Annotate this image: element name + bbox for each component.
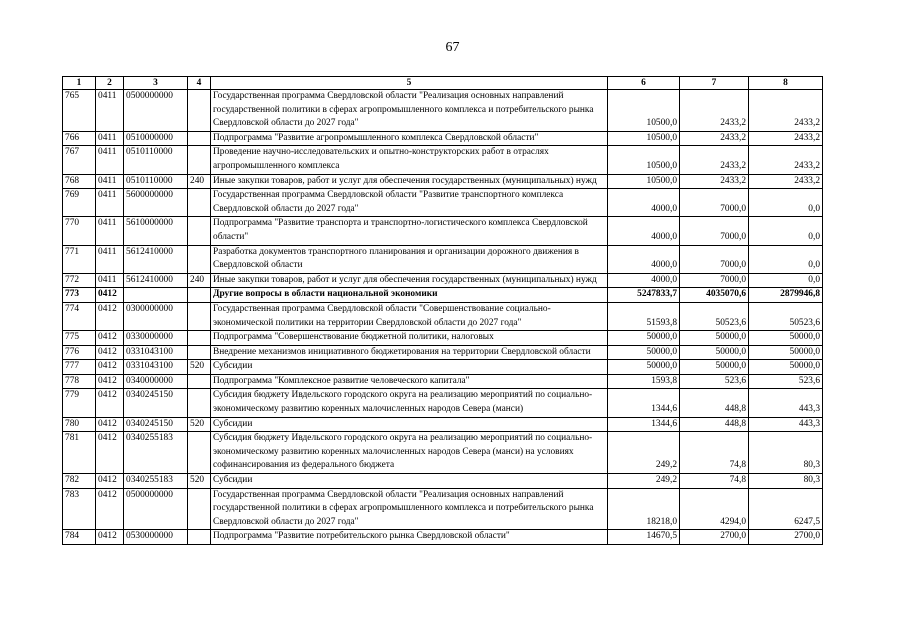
target-article-cell: 0340245150 xyxy=(124,389,188,417)
amount-col8-cell: 80,3 xyxy=(749,474,823,489)
name-cell: Субсидии xyxy=(211,417,608,432)
target-article-cell: 0510000000 xyxy=(124,131,188,146)
target-article-cell: 5600000000 xyxy=(124,189,188,217)
amount-col7-cell: 50000,0 xyxy=(680,360,749,375)
name-cell: Подпрограмма "Развитие транспорта и транспортно-логистического комплекса Свердловской области" xyxy=(211,217,608,245)
row-number-cell: 777 xyxy=(63,360,96,375)
header-cell: 7 xyxy=(680,77,749,90)
section-code-cell: 0412 xyxy=(96,474,124,489)
expense-type-cell xyxy=(188,432,211,474)
amount-col8-cell: 523,6 xyxy=(749,374,823,389)
amount-col8-cell: 2700,0 xyxy=(749,530,823,545)
row-number-cell: 784 xyxy=(63,530,96,545)
amount-col8-cell: 0,0 xyxy=(749,217,823,245)
expense-type-cell xyxy=(188,189,211,217)
amount-col8-cell: 0,0 xyxy=(749,189,823,217)
table-row xyxy=(63,273,823,288)
name-cell: Проведение научно-исследовательских и опытно-конструкторских работ в отраслях агропромышленного комплекса xyxy=(211,146,608,174)
target-article-cell: 0530000000 xyxy=(124,530,188,545)
target-article-cell: 0500000000 xyxy=(124,488,188,530)
target-article-cell: 0300000000 xyxy=(124,302,188,330)
name-cell: Государственная программа Свердловской области "Реализация основных направлений государственной политики в сферах агропромышленного комплекса и потребительского рынка Свердловской области до 2027 года" xyxy=(211,90,608,132)
name-cell: Государственная программа Свердловской области "Реализация основных направлений государственной политики в сферах агропромышленного комплекса и потребительского рынка Свердловской области до 2027 года" xyxy=(211,488,608,530)
row-number-cell: 783 xyxy=(63,488,96,530)
target-article-cell: 0500000000 xyxy=(124,90,188,132)
row-number-cell: 775 xyxy=(63,331,96,346)
header-cell: 5 xyxy=(211,77,608,90)
amount-col8-cell: 6247,5 xyxy=(749,488,823,530)
section-code-cell: 0411 xyxy=(96,189,124,217)
table-row xyxy=(63,146,823,174)
expense-type-cell: 240 xyxy=(188,273,211,288)
amount-col6-cell: 10500,0 xyxy=(608,174,680,189)
name-cell: Подпрограмма "Развитие потребительского рынка Свердловской области" xyxy=(211,530,608,545)
table-row xyxy=(63,530,823,545)
target-article-cell: 5612410000 xyxy=(124,273,188,288)
expense-type-cell xyxy=(188,389,211,417)
target-article-cell: 0340255183 xyxy=(124,432,188,474)
expense-type-cell xyxy=(188,217,211,245)
amount-col8-cell: 80,3 xyxy=(749,432,823,474)
section-code-cell: 0412 xyxy=(96,345,124,360)
amount-col8-cell: 0,0 xyxy=(749,245,823,273)
section-code-cell: 0411 xyxy=(96,90,124,132)
amount-col8-cell: 2433,2 xyxy=(749,131,823,146)
amount-col8-cell: 50000,0 xyxy=(749,345,823,360)
expense-type-cell xyxy=(188,302,211,330)
header-cell: 2 xyxy=(96,77,124,90)
target-article-cell: 5610000000 xyxy=(124,217,188,245)
table-row xyxy=(63,331,823,346)
table-row xyxy=(63,474,823,489)
amount-col8-cell: 50000,0 xyxy=(749,360,823,375)
row-number-cell: 780 xyxy=(63,417,96,432)
amount-col7-cell: 7000,0 xyxy=(680,245,749,273)
amount-col8-cell: 2879946,8 xyxy=(749,288,823,303)
row-number-cell: 778 xyxy=(63,374,96,389)
name-cell: Государственная программа Свердловской области "Развитие транспортного комплекса Свердловской области до 2027 года" xyxy=(211,189,608,217)
table-row xyxy=(63,345,823,360)
amount-col6-cell: 50000,0 xyxy=(608,345,680,360)
target-article-cell: 0340255183 xyxy=(124,474,188,489)
expense-type-cell xyxy=(188,374,211,389)
section-code-cell: 0412 xyxy=(96,389,124,417)
section-code-cell: 0412 xyxy=(96,360,124,375)
header-cell: 6 xyxy=(608,77,680,90)
name-cell: Субсидии xyxy=(211,474,608,489)
amount-col7-cell: 7000,0 xyxy=(680,217,749,245)
row-number-cell: 779 xyxy=(63,389,96,417)
amount-col6-cell: 1344,6 xyxy=(608,389,680,417)
section-code-cell: 0412 xyxy=(96,331,124,346)
amount-col8-cell: 2433,2 xyxy=(749,174,823,189)
amount-col7-cell: 2433,2 xyxy=(680,131,749,146)
amount-col6-cell: 50000,0 xyxy=(608,360,680,375)
amount-col6-cell: 10500,0 xyxy=(608,90,680,132)
section-code-cell: 0412 xyxy=(96,432,124,474)
amount-col6-cell: 10500,0 xyxy=(608,131,680,146)
amount-col8-cell: 0,0 xyxy=(749,273,823,288)
target-article-cell: 0340245150 xyxy=(124,417,188,432)
expense-type-cell xyxy=(188,288,211,303)
amount-col6-cell: 50000,0 xyxy=(608,331,680,346)
table-row xyxy=(63,189,823,217)
expense-type-cell: 520 xyxy=(188,417,211,432)
amount-col6-cell: 14670,5 xyxy=(608,530,680,545)
amount-col7-cell: 2433,2 xyxy=(680,146,749,174)
target-article-cell: 0340000000 xyxy=(124,374,188,389)
row-number-cell: 770 xyxy=(63,217,96,245)
name-cell: Иные закупки товаров, работ и услуг для обеспечения государственных (муниципальных) нужд xyxy=(211,174,608,189)
amount-col7-cell: 2433,2 xyxy=(680,90,749,132)
expense-type-cell: 520 xyxy=(188,474,211,489)
amount-col7-cell: 2433,2 xyxy=(680,174,749,189)
table-row xyxy=(63,288,823,303)
name-cell: Государственная программа Свердловской области "Совершенствование социально-экономической политики на территории Свердловской области до 2027 года" xyxy=(211,302,608,330)
amount-col8-cell: 2433,2 xyxy=(749,90,823,132)
target-article-cell xyxy=(124,288,188,303)
name-cell: Субсидия бюджету Ивдельского городского округа на реализацию мероприятий по социально-экономическому развитию коренных малочисленных народов Севера (манси) xyxy=(211,389,608,417)
amount-col7-cell: 4294,0 xyxy=(680,488,749,530)
section-code-cell: 0412 xyxy=(96,288,124,303)
amount-col7-cell: 50000,0 xyxy=(680,331,749,346)
expense-type-cell xyxy=(188,530,211,545)
table-row xyxy=(63,131,823,146)
amount-col7-cell: 4035070,6 xyxy=(680,288,749,303)
expense-type-cell xyxy=(188,90,211,132)
row-number-cell: 769 xyxy=(63,189,96,217)
amount-col6-cell: 1344,6 xyxy=(608,417,680,432)
amount-col6-cell: 4000,0 xyxy=(608,217,680,245)
row-number-cell: 772 xyxy=(63,273,96,288)
amount-col6-cell: 4000,0 xyxy=(608,189,680,217)
row-number-cell: 773 xyxy=(63,288,96,303)
amount-col6-cell: 51593,8 xyxy=(608,302,680,330)
expense-type-cell xyxy=(188,131,211,146)
amount-col6-cell: 1593,8 xyxy=(608,374,680,389)
amount-col7-cell: 74,8 xyxy=(680,432,749,474)
section-code-cell: 0412 xyxy=(96,488,124,530)
table-row xyxy=(63,245,823,273)
header-cell: 4 xyxy=(188,77,211,90)
section-code-cell: 0411 xyxy=(96,217,124,245)
amount-col7-cell: 74,8 xyxy=(680,474,749,489)
header-cell: 1 xyxy=(63,77,96,90)
name-cell: Субсидия бюджету Ивдельского городского округа на реализацию мероприятий по социально-экономическому развитию коренных малочисленных народов Севера (манси) на условиях софинансирования из федерального бюджета xyxy=(211,432,608,474)
table-row xyxy=(63,432,823,474)
amount-col7-cell: 50000,0 xyxy=(680,345,749,360)
expense-type-cell: 520 xyxy=(188,360,211,375)
row-number-cell: 782 xyxy=(63,474,96,489)
amount-col6-cell: 10500,0 xyxy=(608,146,680,174)
expense-type-cell xyxy=(188,488,211,530)
row-number-cell: 781 xyxy=(63,432,96,474)
expense-type-cell xyxy=(188,331,211,346)
target-article-cell: 0330000000 xyxy=(124,331,188,346)
section-code-cell: 0412 xyxy=(96,417,124,432)
name-cell: Иные закупки товаров, работ и услуг для обеспечения государственных (муниципальных) нужд xyxy=(211,273,608,288)
amount-col6-cell: 4000,0 xyxy=(608,273,680,288)
section-code-cell: 0411 xyxy=(96,245,124,273)
name-cell: Субсидии xyxy=(211,360,608,375)
section-code-cell: 0411 xyxy=(96,174,124,189)
row-number-cell: 774 xyxy=(63,302,96,330)
table-row xyxy=(63,217,823,245)
table-body xyxy=(63,90,823,545)
budget-table xyxy=(62,76,823,545)
amount-col7-cell: 7000,0 xyxy=(680,273,749,288)
name-cell: Разработка документов транспортного планирования и организации дорожного движения в Свердловской области xyxy=(211,245,608,273)
amount-col8-cell: 50000,0 xyxy=(749,331,823,346)
target-article-cell: 0331043100 xyxy=(124,360,188,375)
amount-col6-cell: 249,2 xyxy=(608,474,680,489)
row-number-cell: 768 xyxy=(63,174,96,189)
row-number-cell: 766 xyxy=(63,131,96,146)
target-article-cell: 0510110000 xyxy=(124,174,188,189)
table-row xyxy=(63,488,823,530)
expense-type-cell xyxy=(188,245,211,273)
target-article-cell: 5612410000 xyxy=(124,245,188,273)
amount-col8-cell: 50523,6 xyxy=(749,302,823,330)
name-cell: Внедрение механизмов инициативного бюджетирования на территории Свердловской области xyxy=(211,345,608,360)
table-row xyxy=(63,389,823,417)
amount-col6-cell: 4000,0 xyxy=(608,245,680,273)
name-cell: Подпрограмма "Развитие агропромышленного комплекса Свердловской области" xyxy=(211,131,608,146)
page-number: 67 xyxy=(445,40,460,55)
header-cell: 3 xyxy=(124,77,188,90)
expense-type-cell xyxy=(188,345,211,360)
section-code-cell: 0412 xyxy=(96,530,124,545)
header-cell: 8 xyxy=(749,77,823,90)
amount-col7-cell: 50523,6 xyxy=(680,302,749,330)
name-cell: Подпрограмма "Совершенствование бюджетной политики, налоговых xyxy=(211,331,608,346)
row-number-cell: 767 xyxy=(63,146,96,174)
table-row xyxy=(63,174,823,189)
header-row xyxy=(63,77,823,90)
amount-col7-cell: 7000,0 xyxy=(680,189,749,217)
row-number-cell: 771 xyxy=(63,245,96,273)
expense-type-cell: 240 xyxy=(188,174,211,189)
amount-col7-cell: 2700,0 xyxy=(680,530,749,545)
table-row xyxy=(63,302,823,330)
amount-col8-cell: 443,3 xyxy=(749,417,823,432)
section-code-cell: 0412 xyxy=(96,302,124,330)
amount-col6-cell: 5247833,7 xyxy=(608,288,680,303)
section-code-cell: 0411 xyxy=(96,146,124,174)
target-article-cell: 0510110000 xyxy=(124,146,188,174)
section-code-cell: 0412 xyxy=(96,374,124,389)
row-number-cell: 776 xyxy=(63,345,96,360)
name-cell: Подпрограмма "Комплексное развитие человеческого капитала" xyxy=(211,374,608,389)
amount-col6-cell: 249,2 xyxy=(608,432,680,474)
section-code-cell: 0411 xyxy=(96,273,124,288)
table-row xyxy=(63,417,823,432)
table-row xyxy=(63,90,823,132)
name-cell: Другие вопросы в области национальной экономики xyxy=(211,288,608,303)
row-number-cell: 765 xyxy=(63,90,96,132)
amount-col7-cell: 523,6 xyxy=(680,374,749,389)
amount-col8-cell: 443,3 xyxy=(749,389,823,417)
amount-col7-cell: 448,8 xyxy=(680,389,749,417)
amount-col6-cell: 18218,0 xyxy=(608,488,680,530)
table-row xyxy=(63,374,823,389)
target-article-cell: 0331043100 xyxy=(124,345,188,360)
table-row xyxy=(63,360,823,375)
expense-type-cell xyxy=(188,146,211,174)
amount-col8-cell: 2433,2 xyxy=(749,146,823,174)
section-code-cell: 0411 xyxy=(96,131,124,146)
amount-col7-cell: 448,8 xyxy=(680,417,749,432)
